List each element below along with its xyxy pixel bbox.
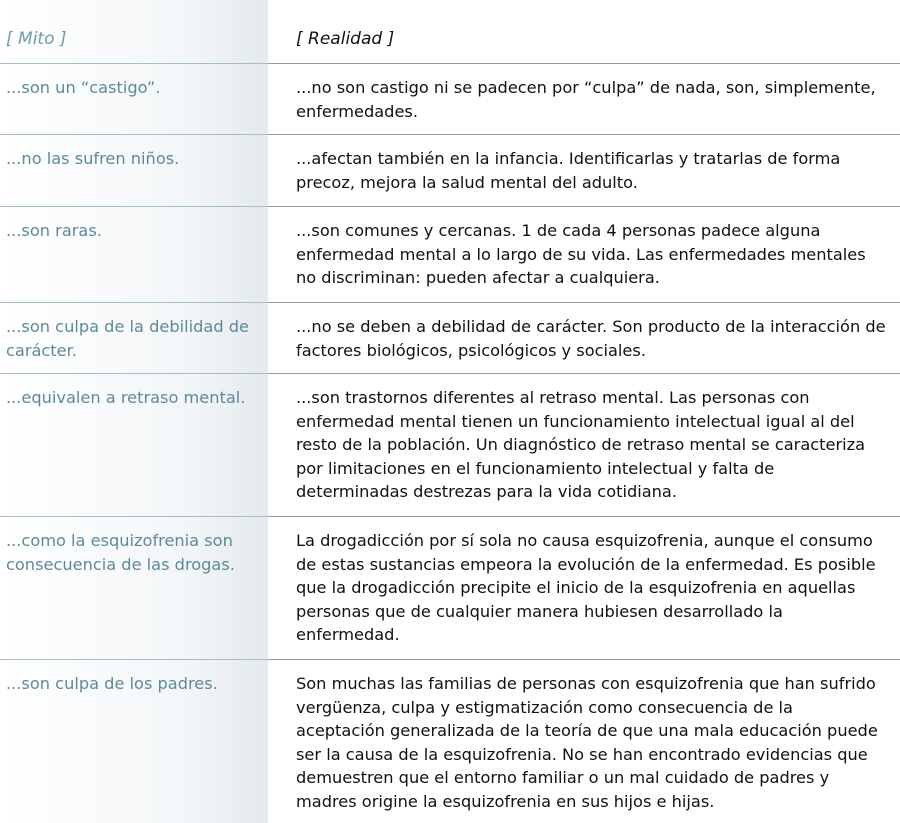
reality-text: La drogadicción por sí sola no causa esquizofrenia, aunque el consumo de estas sustancias empeora la evolución de la enfermedad. Es posible que la drogadicción precipite el inicio de la esquizofrenia en aquellas personas que de cualquier manera hubiesen desarrollado la enfermedad.	[296, 531, 876, 644]
myth-text: ...son un “castigo”.	[6, 78, 161, 97]
myth-text: ...son raras.	[6, 221, 102, 240]
reality-column-header: [ Realidad ]	[296, 29, 395, 49]
reality-text: Son muchas las familias de personas con esquizofrenia que han sufrido vergüenza, culpa y estigmatización como consecuencia de la aceptación generalizada de la teoría de que una mala educación puede ser la causa de la esquizofrenia. No se han encontrado evidencias que demuestren que el entorno familiar o un mal cuidado de padres y madres origine la esquizofrenia en sus hijos e hijas.	[296, 674, 878, 811]
reality-text: ...no se deben a debilidad de carácter. Son producto de la interacción de factores biológicos, psicológicos y sociales.	[296, 317, 886, 360]
myth-column-background	[0, 0, 268, 823]
myth-text: ...son culpa de la debilidad de carácter.	[6, 317, 249, 360]
myth-text: ...como la esquizofrenia son consecuencia de las drogas.	[6, 531, 235, 574]
reality-text: ...no son castigo ni se padecen por “culpa” de nada, son, simplemente, enfermedades.	[296, 78, 876, 121]
myth-text: ...equivalen a retraso mental.	[6, 388, 246, 407]
reality-text: ...son comunes y cercanas. 1 de cada 4 personas padece alguna enfermedad mental a lo largo de su vida. Las enfermedades mentales no discriminan: pueden afectar a cualquiera.	[296, 221, 866, 287]
myth-text: ...no las sufren niños.	[6, 149, 180, 168]
myth-column-header: [ Mito ]	[6, 29, 67, 49]
myth-text: ...son culpa de los padres.	[6, 674, 218, 693]
reality-text: ...son trastornos diferentes al retraso mental. Las personas con enfermedad mental tienen un funcionamiento intelectual igual al del resto de la población. Un diagnóstico de retraso mental se caracteriza por limitaciones en el funcionamiento intelectual y falta de determinadas destrezas para la vida cotidiana.	[296, 388, 866, 501]
reality-text: ...afectan también en la infancia. Identificarlas y tratarlas de forma precoz, mejora la salud mental del adulto.	[296, 149, 841, 192]
